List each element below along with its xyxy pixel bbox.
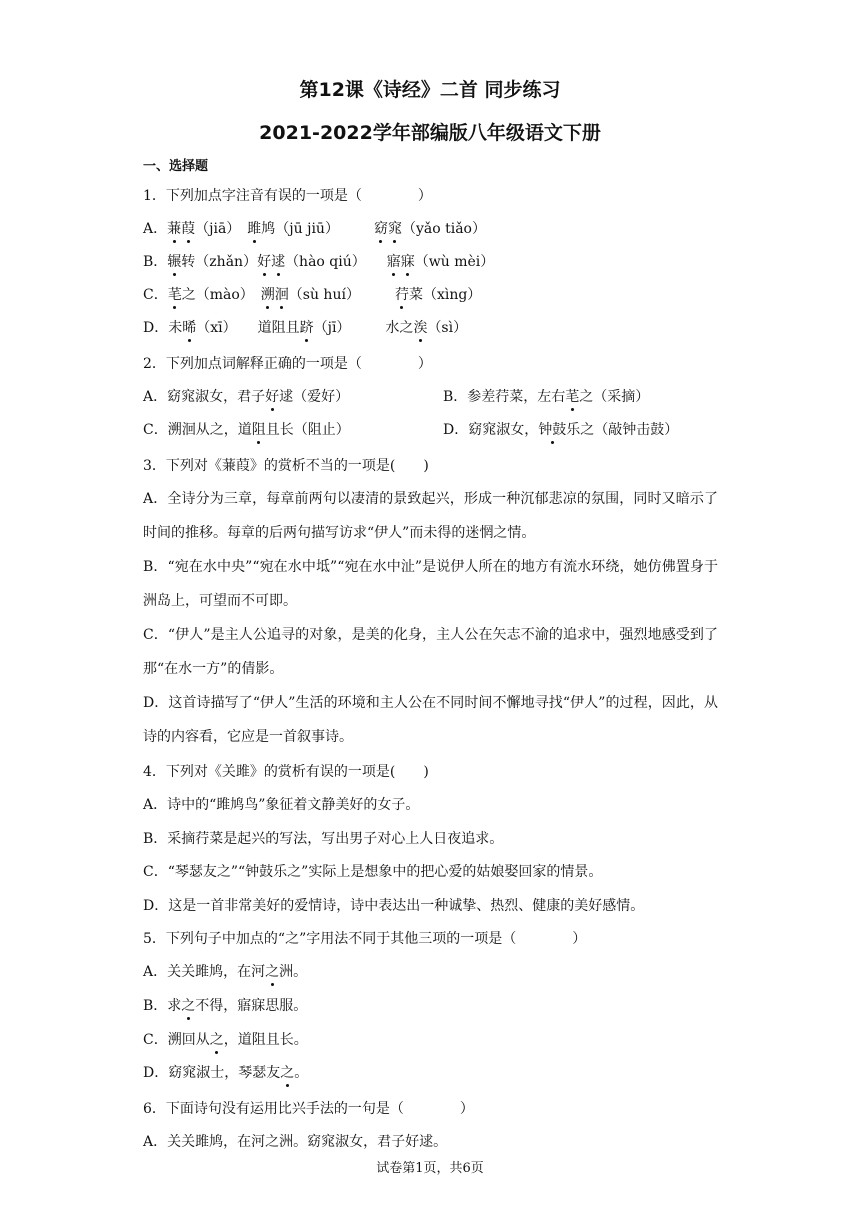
question-2-option-d: D．窈窕淑女，钟鼓乐之（敲钟击鼓） xyxy=(443,422,679,438)
question-3-stem: 3．下列对《蒹葭》的赏析不当的一项是( ) xyxy=(143,458,429,474)
page-footer: 试卷第1页，共6页 xyxy=(376,1161,484,1176)
question-2-stem: 2．下列加点词解释正确的一项是（ ） xyxy=(143,356,432,372)
question-5-option-a: A．关关雎鸠，在河之洲。 xyxy=(143,964,308,980)
question-1-option-b: B．辗转（zhǎn）好逑（hào qiú） 寤寐（wù mèi） xyxy=(143,254,495,270)
page-subtitle: 2021-2022学年部编版八年级语文下册 xyxy=(259,122,601,144)
question-5-option-c: C．溯回从之，道阻且长。 xyxy=(143,1032,308,1048)
question-4-option-d: D．这是一首非常美好的爱情诗，诗中表达出一种诚挚、热烈、健康的美好感情。 xyxy=(143,898,645,914)
question-2-option-c: C．溯洄从之，道阻且长（阻止） xyxy=(143,422,350,438)
question-2-option-b: B．参差荇菜，左右芼之（采摘） xyxy=(443,389,650,405)
question-3-option-c: C．“伊人”是主人公追寻的对象，是美的化身，主人公在矢志不渝的追求中，强烈地感受到了那“在水一方”的倩影。 xyxy=(143,627,718,677)
section-heading: 一、选择题 xyxy=(143,159,209,174)
question-3-option-a: A．全诗分为三章，每章前两句以凄清的景致起兴，形成一种沉郁悲凉的氛围，同时又暗示了时间的推移。每章的后两句描写访求“伊人”而未得的迷惘之情。 xyxy=(143,491,718,541)
question-1-option-c: C．芼之（mào） 溯洄（sù huí） 荇菜（xìng） xyxy=(143,287,482,303)
question-2-options-ab xyxy=(143,387,718,407)
question-6-stem: 6．下面诗句没有运用比兴手法的一句是（ ） xyxy=(143,1101,474,1117)
question-2-options-cd xyxy=(143,420,718,440)
question-1-option-a: A．蒹葭（jiā） 雎鸠（jū jiū） 窈窕（yǎo tiǎo） xyxy=(143,221,486,237)
question-4-stem: 4．下列对《关雎》的赏析有误的一项是( ) xyxy=(143,764,429,780)
question-5-option-b: B．求之不得，寤寐思服。 xyxy=(143,998,308,1014)
question-5-stem: 5．下列句子中加点的“之”字用法不同于其他三项的一项是（ ） xyxy=(143,931,587,947)
question-5-option-d: D．窈窕淑士，琴瑟友之。 xyxy=(143,1065,309,1081)
question-4-option-a: A．诗中的“雎鸠鸟”象征着文静美好的女子。 xyxy=(143,797,420,813)
question-2-option-a: A．窈窕淑女，君子好逑（爱好） xyxy=(143,389,350,405)
question-3-option-d: D．这首诗描写了“伊人”生活的环境和主人公在不同时间不懈地寻找“伊人”的过程，因此，从诗的内容看，它应是一首叙事诗。 xyxy=(143,695,718,745)
question-4-option-b: B．采摘荇菜是起兴的写法，写出男子对心上人日夜追求。 xyxy=(143,831,504,847)
question-3-option-b: B．“宛在水中央”“宛在水中坻”“宛在水中沚”是说伊人所在的地方有流水环绕，她仿佛置身于洲岛上，可望而不可即。 xyxy=(143,559,718,609)
page-title: 第12课《诗经》二首 同步练习 xyxy=(299,79,561,101)
question-4-option-c: C．“琴瑟友之”“钟鼓乐之”实际上是想象中的把心爱的姑娘娶回家的情景。 xyxy=(143,864,603,880)
question-1-option-d: D．未晞（xī） 道阻且跻（jī） 水之涘（sì） xyxy=(143,320,468,336)
question-6-option-a: A．关关雎鸠，在河之洲。窈窕淑女，君子好逑。 xyxy=(143,1134,448,1150)
question-1-stem: 1．下列加点字注音有误的一项是（ ） xyxy=(143,188,432,204)
